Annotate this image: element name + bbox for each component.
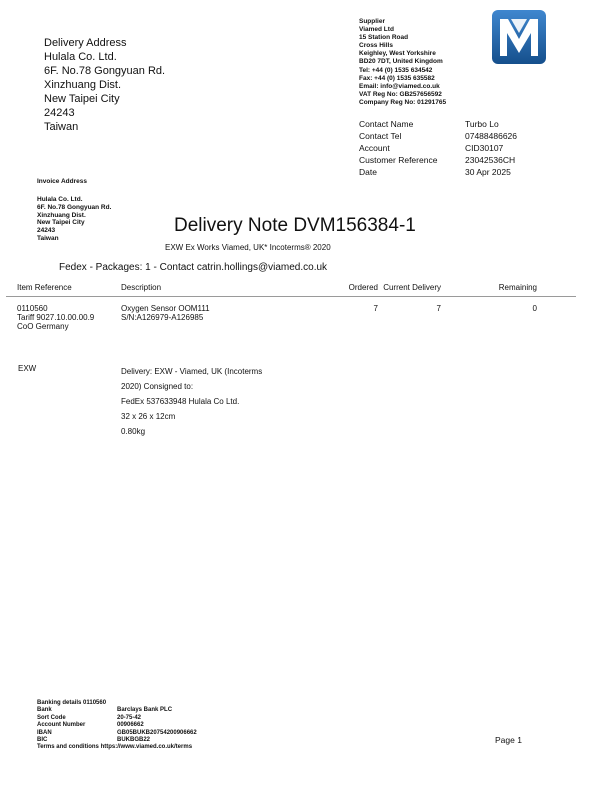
delivery-address-line: 6F. No.78 Gongyuan Rd. <box>44 65 166 77</box>
delivery-note-line: 0.80kg <box>121 427 146 436</box>
incoterms-subtitle: EXW Ex Works Viamed, UK* Incoterms® 2020 <box>165 243 331 252</box>
item-description: Oxygen Sensor OOM111 <box>121 304 210 313</box>
account-number-label: Account Number <box>37 722 86 729</box>
item-remaining: 0 <box>532 304 537 313</box>
item-description-cell <box>121 304 210 322</box>
invoice-address <box>37 196 111 243</box>
account-number-value: 00906662 <box>117 722 144 729</box>
supplier-line: Keighley, West Yorkshire <box>359 50 436 58</box>
date-value: 30 Apr 2025 <box>465 167 511 177</box>
invoice-address-line: Xinzhuang Dist. <box>37 211 86 219</box>
invoice-address-line: 24243 <box>37 227 56 235</box>
supplier-email: Email: info@viamed.co.uk <box>359 82 440 90</box>
delivery-note-line: 2020) Consigned to: <box>121 382 194 391</box>
delivery-address-label: Delivery Address <box>44 37 127 49</box>
bank-label: Bank <box>37 707 52 714</box>
account-label: Account <box>359 143 390 153</box>
supplier-line: 15 Station Road <box>359 34 409 42</box>
delivery-note-line: FedEx 537633948 Hulala Co Ltd. <box>121 397 240 406</box>
header-description: Description <box>121 283 162 292</box>
contact-name-value: Turbo Lo <box>465 119 499 129</box>
contact-row <box>359 142 517 154</box>
bank-row <box>37 730 197 737</box>
item-tariff: Tariff 9027.10.00.00.9 <box>17 313 95 322</box>
item-serials: S/N:A126979-A126985 <box>121 313 204 322</box>
supplier-company-reg: Company Reg No: 01291765 <box>359 98 447 106</box>
delivery-address-line: Taiwan <box>44 121 79 133</box>
supplier-block <box>359 18 446 107</box>
item-code: 0110560 <box>17 304 48 313</box>
terms-link[interactable]: Terms and conditions https://www.viamed.co.uk/terms <box>37 744 193 751</box>
sort-code-value: 20-75-42 <box>117 714 142 721</box>
delivery-address <box>44 36 165 134</box>
item-reference-cell <box>17 304 94 331</box>
contact-details <box>359 118 517 178</box>
supplier-tel: Tel: +44 (0) 1535 634542 <box>359 66 433 74</box>
table-row <box>0 304 612 344</box>
delivery-terms-notes <box>121 364 262 439</box>
invoice-address-line: Taiwan <box>37 234 59 242</box>
sort-code-label: Sort Code <box>37 714 66 721</box>
bank-row <box>37 707 197 714</box>
invoice-address-line: New Taipei City <box>37 219 85 227</box>
bank-row <box>37 722 197 729</box>
header-remaining: Remaining <box>498 283 537 292</box>
supplier-vat: VAT Reg No: GB257656592 <box>359 90 442 98</box>
header-ordered: Ordered <box>348 283 378 292</box>
banking-details <box>37 700 197 752</box>
shipment-info: Fedex - Packages: 1 - Contact catrin.hollings@viamed.co.uk <box>59 262 328 273</box>
viamed-logo-icon <box>491 9 547 65</box>
header-item-reference: Item Reference <box>17 283 72 292</box>
supplier-label: Supplier <box>359 18 386 25</box>
page-number: Page 1 <box>495 735 522 745</box>
document-title: Delivery Note DVM156384-1 <box>174 215 416 236</box>
date-label: Date <box>359 167 377 177</box>
delivery-address-line: New Taipei City <box>44 93 120 105</box>
contact-row <box>359 154 517 166</box>
contact-row <box>359 166 517 178</box>
account-value: CID30107 <box>465 143 504 153</box>
banking-heading: Banking details 0110560 <box>37 700 107 706</box>
invoice-address-line: 6F. No.78 Gongyuan Rd. <box>37 203 112 211</box>
invoice-address-line: Hulala Co. Ltd. <box>37 196 83 203</box>
contact-row <box>359 118 517 130</box>
supplier-fax: Fax: +44 (0) 1535 635582 <box>359 74 435 82</box>
contact-tel-value: 07488486626 <box>465 131 518 141</box>
delivery-note-line: 32 x 26 x 12cm <box>121 412 176 421</box>
bank-row <box>37 737 197 744</box>
bank-value: Barclays Bank PLC <box>117 707 173 714</box>
delivery-address-line: 24243 <box>44 107 75 119</box>
supplier-line: Viamed Ltd <box>359 26 394 34</box>
bic-value: BUKBGB22 <box>117 737 151 744</box>
header-current-delivery: Current Delivery <box>383 283 441 292</box>
iban-label: IBAN <box>37 729 52 736</box>
customer-reference-label: Customer Reference <box>359 155 438 165</box>
supplier-line: Cross Hills <box>359 42 393 50</box>
iban-value: GB05BUKB20754200906662 <box>117 729 197 736</box>
invoice-address-label: Invoice Address <box>37 178 87 185</box>
customer-reference-value: 23042536CH <box>465 155 516 165</box>
delivery-address-line: Xinzhuang Dist. <box>44 79 122 91</box>
delivery-address-line: Hulala Co. Ltd. <box>44 51 117 63</box>
item-current-delivery: 7 <box>436 304 441 313</box>
delivery-note-line: Delivery: EXW - Viamed, UK (Incoterms <box>121 367 263 376</box>
bank-row <box>37 715 197 722</box>
item-ordered: 7 <box>373 304 378 313</box>
bic-label: BIC <box>37 737 48 744</box>
delivery-terms-code: EXW <box>18 364 37 373</box>
table-divider <box>6 296 576 297</box>
contact-name-label: Contact Name <box>359 119 414 129</box>
items-table-header <box>0 283 612 295</box>
contact-row <box>359 130 517 142</box>
supplier-line: BD20 7DT, United Kingdom <box>359 58 443 66</box>
item-origin: CoO Germany <box>17 322 69 331</box>
contact-tel-label: Contact Tel <box>359 131 402 141</box>
